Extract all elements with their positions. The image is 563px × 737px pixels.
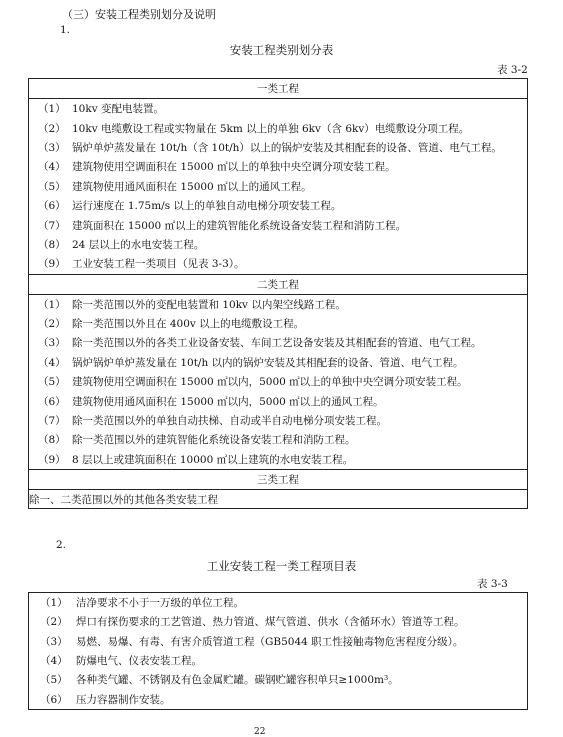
item-text: 8 层以上或建筑面积在 10000 ㎡以上建筑的水电安装工程。 — [72, 453, 354, 466]
item-text: 除一类范围以外的变配电装置和 10kv 以内架空线路工程。 — [72, 298, 346, 311]
cubic-superscript: 3 — [383, 674, 389, 683]
item-text: 焊口有探伤要求的工艺管道、热力管道、煤气管道、供水（含循环水）管道等工程。 — [76, 616, 465, 629]
item-text: 除一类范围以外且在 400v 以上的电缆敷设工程。 — [72, 318, 305, 331]
class3-header: 三类工程 — [29, 470, 528, 490]
class2-item-row — [29, 450, 528, 470]
item-number: （4） — [38, 161, 66, 174]
item-number: （9） — [38, 453, 66, 466]
item-number: （8） — [38, 434, 66, 447]
class2-item-row — [29, 372, 528, 391]
item-text: 压力容器制作安装。 — [76, 693, 171, 706]
item-text: 24 层以上的水电安装工程。 — [72, 238, 205, 251]
industrial-item-row — [29, 593, 528, 613]
section-heading: （三）安装工程类别划分及说明 — [62, 8, 216, 21]
class-division-table — [28, 78, 528, 509]
class3-row — [29, 490, 528, 509]
table1-title: 安装工程类别划分表 — [229, 43, 334, 57]
item-number: （9） — [38, 258, 66, 271]
item-text: 除一类范围以外的各类工业设备安装、车间工艺设备安装及其相配套的管道、电气工程。 — [72, 337, 482, 350]
class1-item-row — [29, 177, 528, 196]
item-text: 10kv 变配电装置。 — [72, 103, 164, 116]
page-number: 22 — [254, 727, 266, 737]
class1-item-row — [29, 138, 528, 157]
item-text: 运行速度在 1.75m/s 以上的单独自动电梯分项安装工程。 — [72, 200, 342, 213]
item-number: （4） — [40, 655, 68, 668]
item-text: 建筑物使用空调面积在 15000 ㎡以内，5000 ㎡以上的单独中央空调分项安装工程。 — [72, 376, 468, 389]
class2-item-row — [29, 411, 528, 430]
item-number: （3） — [38, 141, 66, 154]
item-text: 易燃、易爆、有毒、有害介质管道工程（GB5044 职工性接触毒物危害程度分级）。 — [76, 635, 464, 648]
item-number: （1） — [38, 298, 66, 311]
industrial-item-row — [29, 612, 528, 631]
item-number-1: 1. — [60, 24, 71, 36]
class3-header-row — [29, 470, 528, 490]
item-number: （5） — [40, 674, 68, 687]
class2-header: 二类工程 — [29, 274, 528, 294]
item-text: 10kv 电缆敷设工程或实物量在 5km 以上的单独 6kv（含 6kv）电缆敷设分项工程。 — [72, 122, 470, 135]
table2-number: 表 3-3 — [477, 578, 508, 590]
class1-header: 一类工程 — [29, 79, 528, 99]
industrial-item-row — [29, 632, 528, 651]
item-number: （5） — [38, 180, 66, 193]
class2-item-row — [29, 333, 528, 352]
item-number: （1） — [38, 103, 66, 116]
item-text: 锅炉单炉蒸发量在 10t/h（含 10t/h）以上的锅炉安装及其相配套的设备、管道、电气工程。 — [72, 141, 502, 154]
item-number-2: 2. — [56, 539, 67, 551]
item-number: （3） — [38, 337, 66, 350]
class2-item-row — [29, 314, 528, 333]
item-text: 防爆电气、仪表安装工程。 — [76, 655, 202, 668]
table2-title: 工业安装工程一类工程项目表 — [206, 559, 357, 573]
item-text: 建筑物使用空调面积在 15000 ㎡以上的单独中央空调分项安装工程。 — [72, 161, 396, 174]
industrial-item-row — [29, 689, 528, 709]
item-number: （2） — [38, 318, 66, 331]
table1-number: 表 3-2 — [497, 64, 528, 76]
class2-items — [29, 294, 528, 470]
industrial-class1-table — [28, 592, 528, 710]
item-number: （1） — [40, 597, 68, 610]
item-text: 除一类范围以外的建筑智能化系统设备安装工程和消防工程。 — [72, 434, 356, 447]
class1-items — [29, 99, 528, 275]
item-text: 各种类气罐、不锈钢及有色金属贮罐。碳钢贮罐容积单只$\ge 1000m^3$。 — [76, 674, 399, 687]
item-number: （2） — [40, 616, 68, 629]
class2-item-row — [29, 294, 528, 314]
item-number: （8） — [38, 238, 66, 251]
industrial-items — [29, 593, 528, 710]
class1-item-row — [29, 118, 528, 137]
industrial-item-row — [29, 670, 528, 689]
class1-item-row — [29, 235, 528, 254]
class1-header-row — [29, 79, 528, 99]
industrial-item-row — [29, 651, 528, 670]
item-number: （2） — [38, 122, 66, 135]
class3-text: 除一、二类范围以外的其他各类安装工程 — [29, 493, 218, 506]
item-number: （7） — [38, 415, 66, 428]
item-text: 锅炉锅炉单炉蒸发量在 10t/h 以内的锅炉安装及其相配套的设备、管道、电气工程。 — [72, 356, 464, 369]
class1-item-row — [29, 99, 528, 119]
item-text: 建筑物使用通风面积在 15000 ㎡以内，5000 ㎡以上的通风工程。 — [72, 395, 384, 408]
class2-header-row — [29, 274, 528, 294]
item-number: （7） — [38, 219, 66, 232]
item-text: 建筑物使用通风面积在 15000 ㎡以上的通风工程。 — [72, 180, 312, 193]
class1-item-row — [29, 157, 528, 176]
class2-item-row — [29, 430, 528, 449]
item-number: （4） — [38, 356, 66, 369]
class1-item-row — [29, 215, 528, 234]
class1-item-row — [29, 254, 528, 274]
item5-end: 。 — [388, 674, 399, 687]
class2-item-row — [29, 391, 528, 410]
item-text: 除一类范围以外的单独自动扶梯、自动或半自动电梯分项安装工程。 — [72, 415, 387, 428]
item-number: （3） — [40, 635, 68, 648]
item-number: （6） — [38, 200, 66, 213]
class2-item-row — [29, 353, 528, 372]
item-text: 洁净要求不小于一万级的单位工程。 — [76, 597, 244, 610]
item-number: （6） — [38, 395, 66, 408]
item-number: （5） — [38, 376, 66, 389]
item-text: 工业安装工程一类项目（见表 3-3）。 — [72, 258, 245, 271]
class1-item-row — [29, 196, 528, 215]
item-number: （6） — [40, 693, 68, 706]
item-text: 建筑面积在 15000 ㎡以上的建筑智能化系统设备安装工程和消防工程。 — [72, 219, 407, 232]
